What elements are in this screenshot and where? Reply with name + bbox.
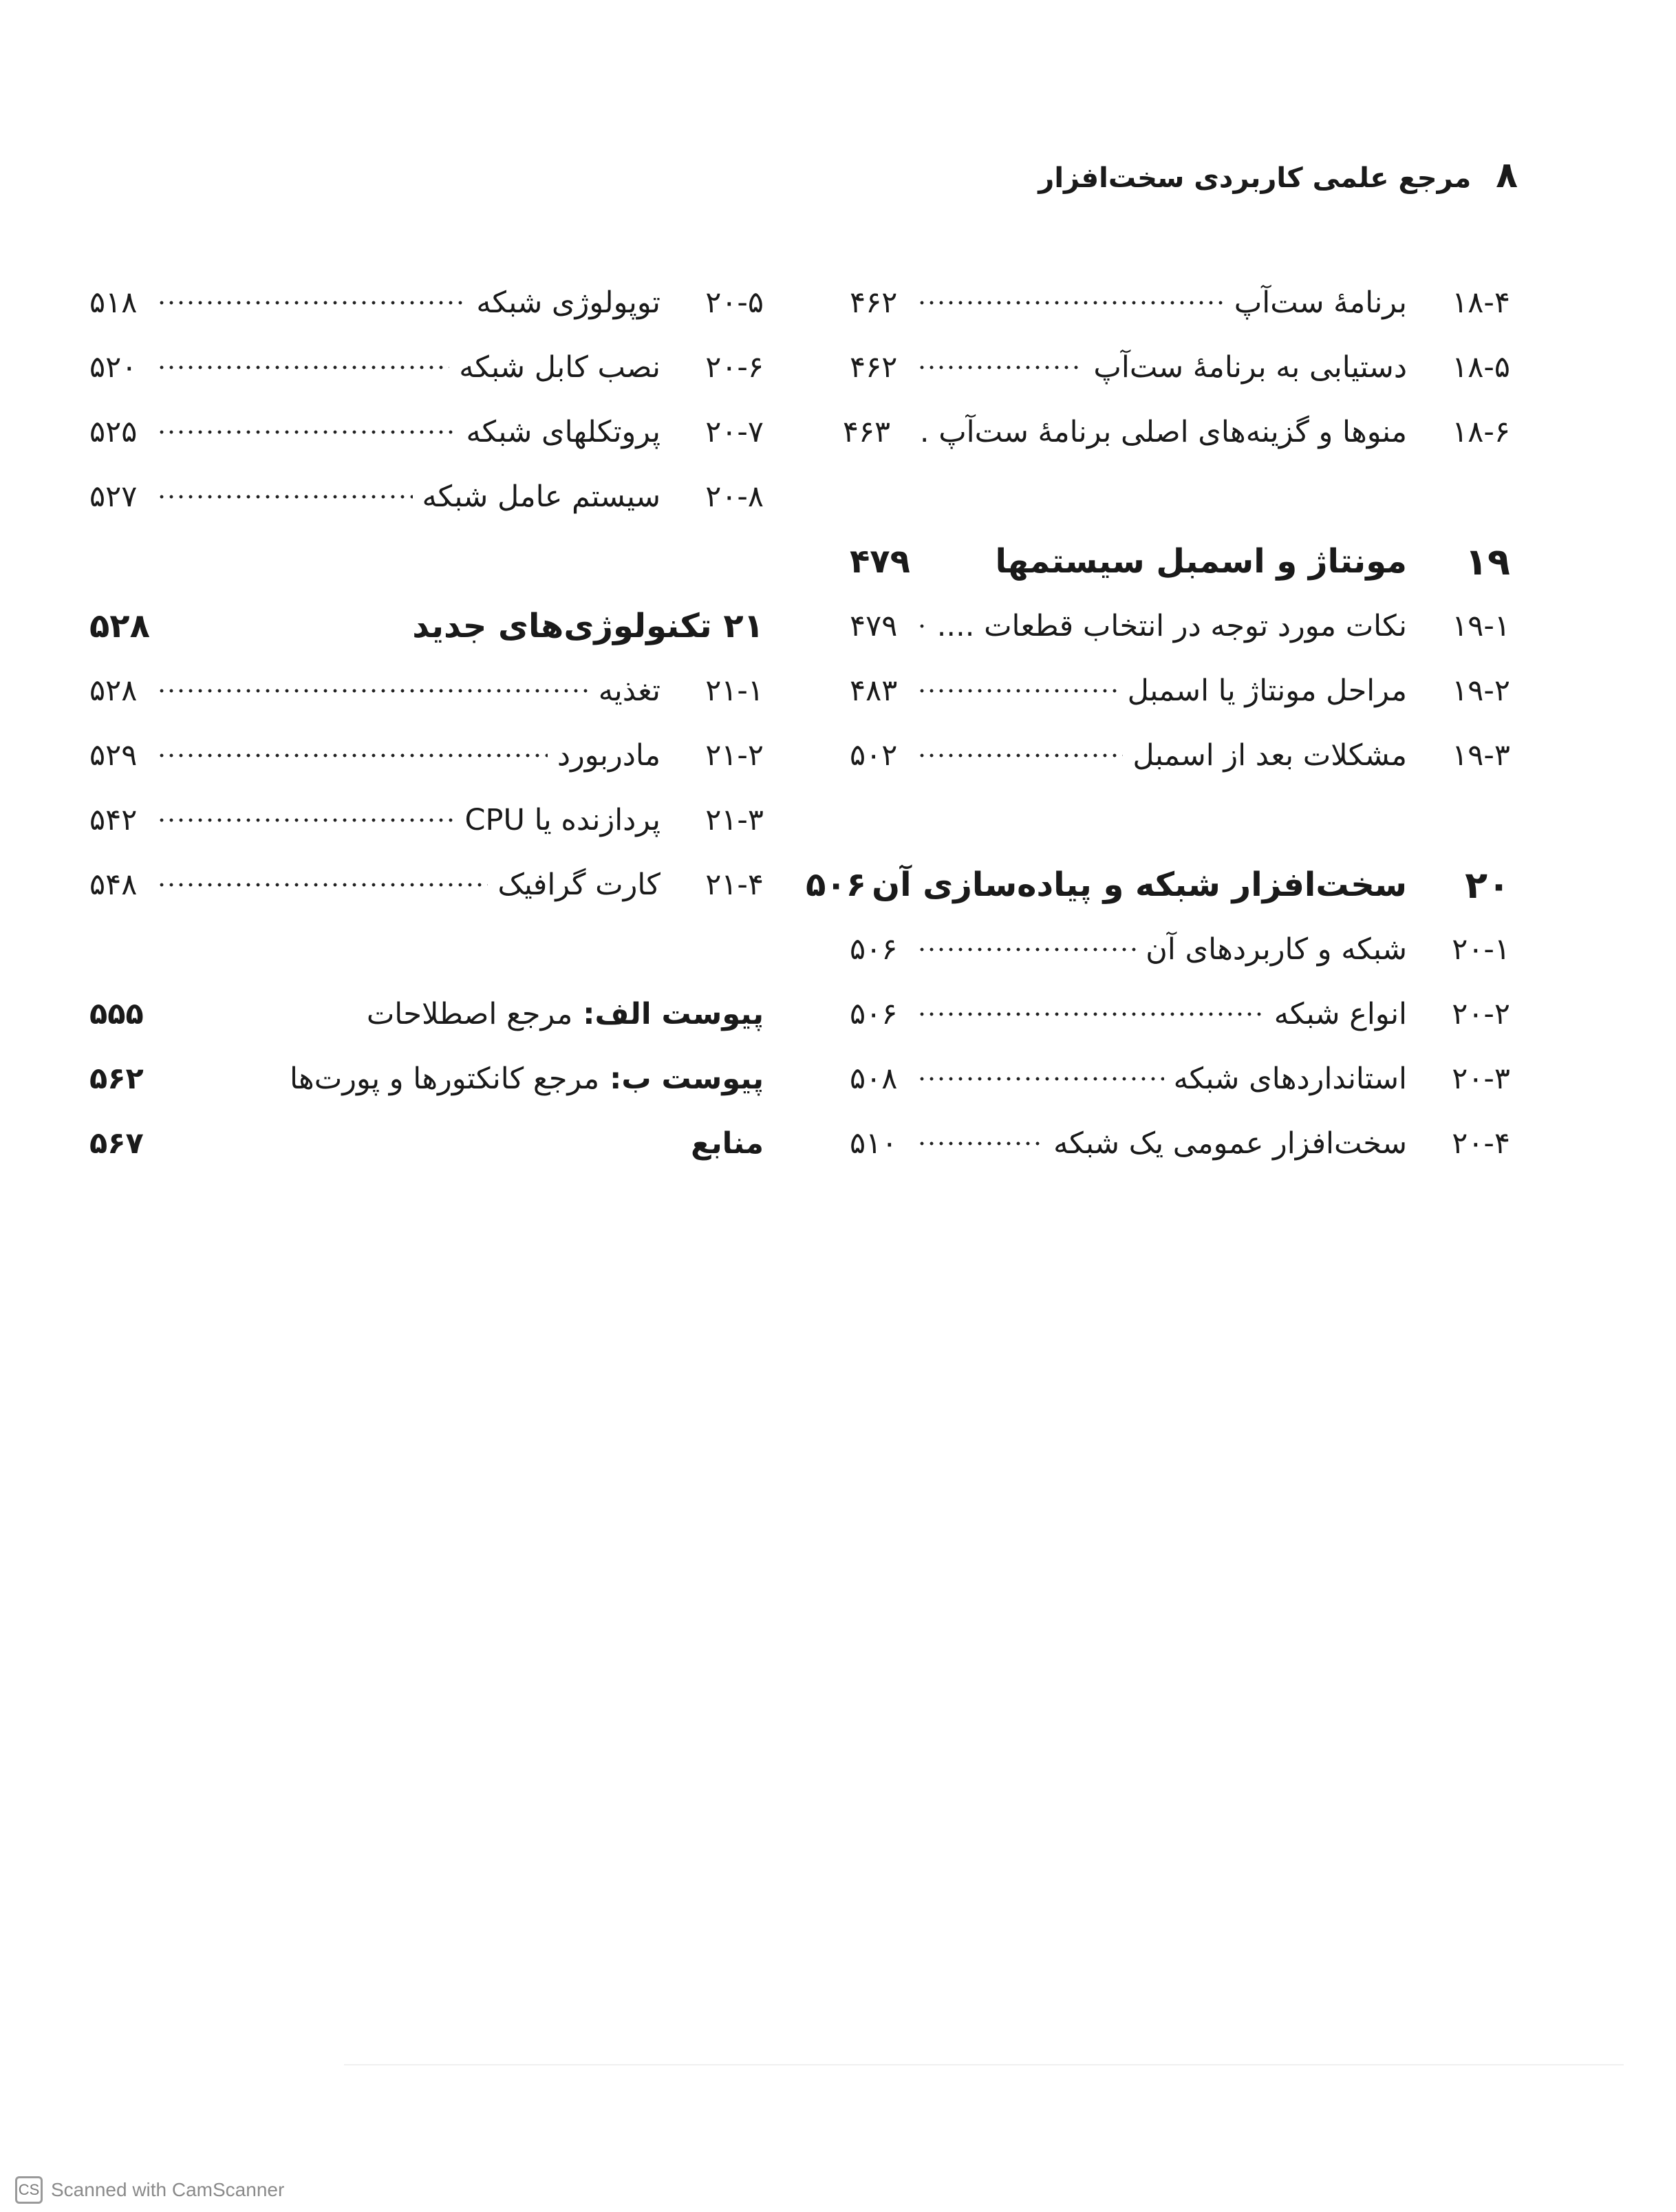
page-reference: ۵۴۲: [89, 803, 138, 837]
page-edge-line: [344, 2064, 1624, 2065]
section-title: پردازنده یا CPU: [464, 803, 660, 837]
chapter-title: سخت‌افزار شبکه و پیاده‌سازی آن: [872, 866, 1407, 904]
page-reference: ۴۶۲: [850, 350, 898, 385]
appendix-title: [363, 997, 764, 1031]
scanner-text: Scanned with CamScanner: [51, 2179, 285, 2200]
toc-chapter: [89, 594, 764, 658]
section-title: تغذیه: [598, 674, 660, 708]
leader-dots: [157, 425, 457, 439]
section-number: ۲۰-۸: [705, 480, 764, 514]
section-title: سخت‌افزار عمومی یک شبکه: [1053, 1126, 1407, 1161]
toc-entry: [850, 723, 1510, 788]
section-title: کارت گرافیک: [497, 868, 660, 902]
section-title: پروتکلهای شبکه: [466, 415, 660, 449]
section-title: انواع شبکه: [1274, 997, 1407, 1031]
leader-dots: [157, 490, 413, 504]
toc-chapter: [850, 529, 1510, 594]
leader-dots: [917, 619, 927, 633]
page-reference: ۵۲۸: [89, 674, 138, 708]
toc-column-left: [89, 270, 764, 1176]
page-reference: ۵۰۸: [850, 1062, 898, 1096]
page-reference: ۴۶۳: [842, 415, 891, 449]
camscanner-logo: CS: [15, 2176, 43, 2204]
section-number: ۱۸-۴: [1452, 286, 1510, 320]
leader-dots: [917, 296, 1225, 310]
leader-dots: [157, 878, 488, 892]
page-reference: ۵۱۰: [850, 1126, 898, 1161]
page-reference: ۵۵۵: [89, 997, 144, 1031]
appendix-label: پیوست الف:: [583, 997, 764, 1031]
section-number: ۲۰-۴: [1452, 1126, 1510, 1161]
page-reference: ۵۶۷: [89, 1126, 144, 1161]
toc-entry: [850, 1046, 1510, 1111]
leader-dots: [157, 813, 455, 827]
page-number: ۸: [1496, 155, 1518, 196]
toc-appendix: [89, 1046, 764, 1111]
section-gap: [89, 917, 764, 982]
section-number: ۲۱-۱: [705, 674, 764, 708]
page-reference: ۵۲۸: [89, 607, 150, 645]
page-reference: ۵۲۹: [89, 738, 138, 773]
toc-entry: [850, 917, 1510, 982]
page-reference: ۵۰۲: [850, 738, 898, 773]
section-number: ۲۰-۲: [1452, 997, 1510, 1031]
page-reference: ۵۴۸: [89, 868, 138, 902]
page-reference: ۵۰۶: [850, 932, 898, 967]
toc-entry: [89, 658, 764, 723]
appendix-label: منابع: [691, 1126, 764, 1161]
page-reference: ۴۸۳: [850, 674, 898, 708]
toc-entry: [89, 270, 764, 335]
section-title: شبکه و کاربردهای آن: [1146, 932, 1407, 967]
leader-dots: [157, 296, 466, 310]
section-title: مشکلات بعد از اسمبل: [1132, 738, 1407, 773]
toc-entry: [850, 658, 1510, 723]
section-gap: [850, 788, 1510, 852]
section-title: نکات مورد توجه در انتخاب قطعات ....: [936, 609, 1407, 643]
leader-dots: [917, 943, 1136, 956]
leader-dots: [917, 1007, 1265, 1021]
section-number: ۲۰-۱: [1452, 932, 1510, 967]
section-number: ۱۹-۱: [1452, 609, 1510, 643]
chapter-number: ۱۹: [1465, 539, 1510, 583]
leader-dots: [917, 684, 1118, 698]
toc-entry: [89, 852, 764, 917]
book-title: مرجع علمی کاربردی سخت‌افزار: [1038, 162, 1472, 194]
section-number: ۱۹-۳: [1452, 738, 1510, 773]
toc-entry: [89, 723, 764, 788]
page-reference: ۵۰۶: [806, 866, 867, 904]
section-number: ۲۱-۳: [705, 803, 764, 837]
section-gap: [89, 529, 764, 594]
section-number: ۲۰-۶: [705, 350, 764, 385]
leader-dots: [917, 749, 1123, 762]
appendix-subtitle: مرجع اصطلاحات: [366, 997, 573, 1031]
chapter-number: ۲۰: [1465, 863, 1510, 907]
section-title: سیستم عامل شبکه: [422, 480, 660, 514]
leader-dots: [917, 361, 1084, 374]
toc-chapter: [806, 852, 1510, 917]
toc-entry: [842, 400, 1510, 464]
section-number: ۲۰-۳: [1452, 1062, 1510, 1096]
section-number: ۲۰-۷: [705, 415, 764, 449]
leader-dots: [157, 749, 548, 762]
section-number: ۲۰-۵: [705, 286, 764, 320]
toc-entry: [850, 270, 1510, 335]
section-number: ۱۹-۲: [1452, 674, 1510, 708]
section-title: برنامهٔ ست‌آپ: [1234, 286, 1407, 320]
toc-entry: [89, 788, 764, 852]
section-title: دستیابی به برنامهٔ ست‌آپ: [1093, 350, 1407, 385]
page-reference: ۵۱۸: [89, 286, 138, 320]
toc-entry: [850, 1111, 1510, 1176]
page-reference: ۵۲۷: [89, 480, 138, 514]
page-reference: ۴۷۹: [850, 542, 910, 581]
page-reference: ۵۲۰: [89, 350, 138, 385]
scanner-watermark: [15, 2176, 284, 2204]
chapter-title: مونتاژ و اسمبل سیستمها: [995, 542, 1407, 581]
toc-column-right: [806, 270, 1510, 1176]
section-number: ۲۱-۲: [705, 738, 764, 773]
page-reference: ۴۷۹: [850, 609, 898, 643]
appendix-title: [286, 1062, 764, 1096]
section-title: توپولوژی شبکه: [476, 286, 660, 320]
toc-appendix: [89, 982, 764, 1046]
toc-entry: [850, 335, 1510, 400]
section-gap: [850, 464, 1510, 529]
section-title: نصب کابل شبکه: [459, 350, 660, 385]
leader-dots: [157, 361, 449, 374]
section-number: ۱۸-۶: [1452, 415, 1510, 449]
chapter-title: ۲۱ تکنولوژی‌های جدید: [412, 607, 764, 645]
section-title: مادربورد: [557, 738, 660, 773]
appendix-label: پیوست ب:: [610, 1062, 764, 1096]
page-reference: ۴۶۲: [850, 286, 898, 320]
page-reference: ۵۲۵: [89, 415, 138, 449]
toc-entry: [89, 400, 764, 464]
page-reference: ۵۰۶: [850, 997, 898, 1031]
page-reference: ۵۶۲: [89, 1062, 144, 1096]
section-number: ۲۱-۴: [705, 868, 764, 902]
toc-entry: [850, 594, 1510, 658]
appendix-title: [687, 1126, 764, 1161]
section-title: منوها و گزینه‌های اصلی برنامهٔ ست‌آپ .: [919, 415, 1407, 449]
toc-entry: [89, 464, 764, 529]
toc-appendix: [89, 1111, 764, 1176]
toc-entry: [89, 335, 764, 400]
leader-dots: [917, 1137, 1044, 1150]
section-title: استانداردهای شبکه: [1173, 1062, 1407, 1096]
leader-dots: [157, 684, 589, 698]
leader-dots: [917, 1072, 1164, 1086]
section-title: مراحل مونتاژ یا اسمبل: [1127, 674, 1407, 708]
page-header: [1038, 155, 1518, 196]
appendix-subtitle: مرجع کانکتورها و پورت‌ها: [289, 1062, 600, 1096]
toc-entry: [850, 982, 1510, 1046]
section-number: ۱۸-۵: [1452, 350, 1510, 385]
